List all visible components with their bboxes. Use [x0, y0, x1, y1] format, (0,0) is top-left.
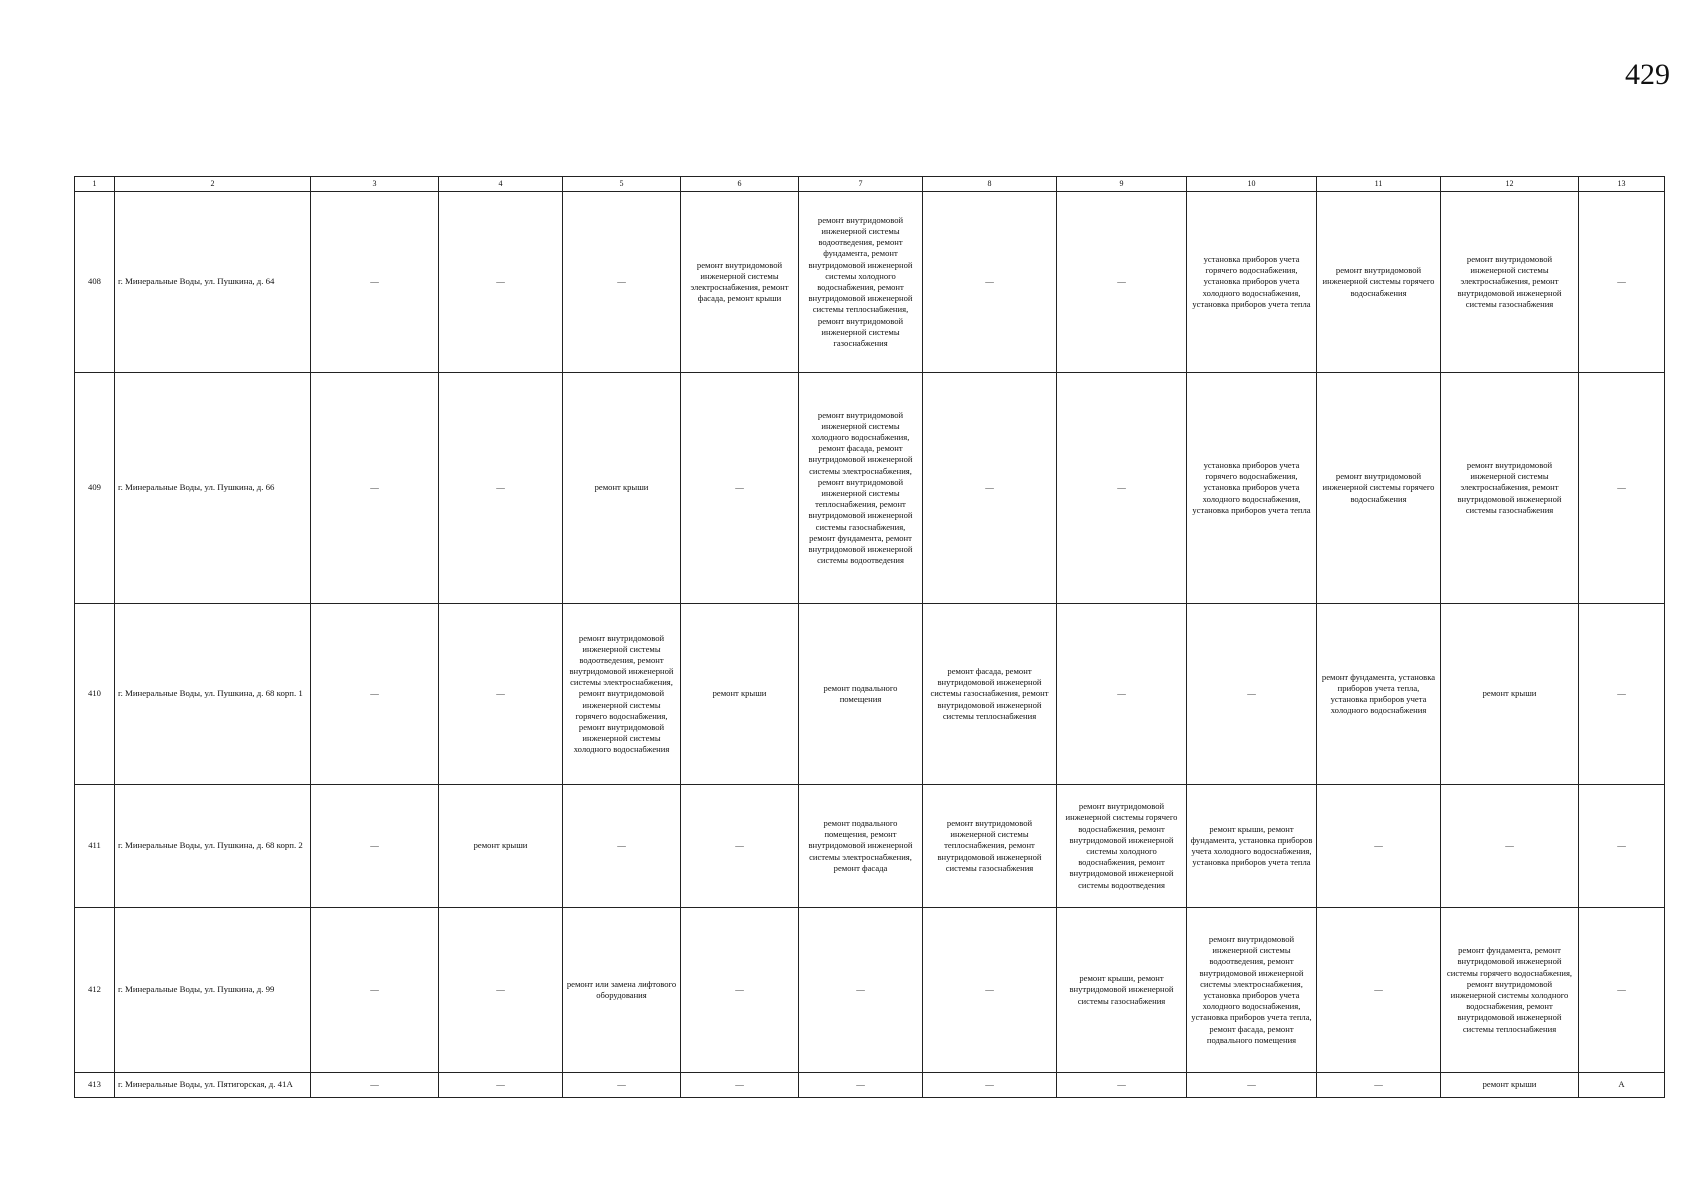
page-number: 429	[1625, 58, 1670, 91]
table-row	[75, 1073, 1665, 1098]
work-cell: ремонт внутридомовой инженерной системы горячего водоснабжения	[1317, 192, 1441, 373]
address-cell: г. Минеральные Воды, ул. Пушкина, д. 66	[115, 373, 311, 604]
work-cell: —	[1579, 604, 1665, 785]
work-cell: —	[311, 192, 439, 373]
work-cell: —	[923, 908, 1057, 1073]
row-number-cell: 412	[75, 908, 115, 1073]
work-cell: —	[681, 908, 799, 1073]
header-cell: 10	[1187, 177, 1317, 192]
work-cell: —	[681, 373, 799, 604]
header-row	[75, 177, 1665, 192]
row-number-cell: 408	[75, 192, 115, 373]
work-cell: —	[1579, 908, 1665, 1073]
work-cell: ремонт внутридомовой инженерной системы горячего водоснабжения	[1317, 373, 1441, 604]
header-cell: 4	[439, 177, 563, 192]
address-cell: г. Минеральные Воды, ул. Пушкина, д. 68 корп. 2	[115, 785, 311, 908]
table-row	[75, 908, 1665, 1073]
work-cell: ремонт внутридомовой инженерной системы теплоснабжения, ремонт внутридомовой инженерной системы газоснабжения	[923, 785, 1057, 908]
work-cell: —	[563, 192, 681, 373]
header-cell: 11	[1317, 177, 1441, 192]
work-cell: —	[1057, 1073, 1187, 1098]
work-cell: —	[1579, 373, 1665, 604]
address-cell: г. Минеральные Воды, ул. Пушкина, д. 68 корп. 1	[115, 604, 311, 785]
work-cell: ремонт внутридомовой инженерной системы водоотведения, ремонт фундамента, ремонт внутридомовой инженерной системы холодного водоснабжения, ремонт внутридомовой инженерной системы теплоснабжения, ремонт внутридомовой инженерной системы газоснабжения	[799, 192, 923, 373]
work-cell: ремонт крыши	[1441, 604, 1579, 785]
row-number-cell: 410	[75, 604, 115, 785]
work-cell: —	[1317, 1073, 1441, 1098]
work-cell: —	[311, 373, 439, 604]
work-cell: ремонт подвального помещения, ремонт внутридомовой инженерной системы электроснабжения, ремонт фасада	[799, 785, 923, 908]
table-row	[75, 604, 1665, 785]
header-cell: 9	[1057, 177, 1187, 192]
work-cell: —	[1579, 785, 1665, 908]
work-cell: А	[1579, 1073, 1665, 1098]
work-cell: —	[923, 192, 1057, 373]
work-cell: —	[681, 785, 799, 908]
work-cell: ремонт внутридомовой инженерной системы электроснабжения, ремонт фасада, ремонт крыши	[681, 192, 799, 373]
header-cell: 13	[1579, 177, 1665, 192]
work-cell: —	[439, 373, 563, 604]
work-cell: —	[1187, 604, 1317, 785]
header-cell: 12	[1441, 177, 1579, 192]
header-cell: 8	[923, 177, 1057, 192]
row-number-cell: 413	[75, 1073, 115, 1098]
work-cell: —	[1317, 908, 1441, 1073]
row-number-cell: 411	[75, 785, 115, 908]
work-cell: ремонт или замена лифтового оборудования	[563, 908, 681, 1073]
work-cell: —	[1317, 785, 1441, 908]
work-cell: ремонт внутридомовой инженерной системы электроснабжения, ремонт внутридомовой инженерной системы газоснабжения	[1441, 192, 1579, 373]
table-row	[75, 192, 1665, 373]
work-cell: установка приборов учета горячего водоснабжения, установка приборов учета холодного водоснабжения, установка приборов учета тепла	[1187, 373, 1317, 604]
work-cell: ремонт внутридомовой инженерной системы электроснабжения, ремонт внутридомовой инженерной системы газоснабжения	[1441, 373, 1579, 604]
table-row	[75, 373, 1665, 604]
work-cell: ремонт фасада, ремонт внутридомовой инженерной системы газоснабжения, ремонт внутридомовой инженерной системы теплоснабжения	[923, 604, 1057, 785]
work-cell: ремонт подвального помещения	[799, 604, 923, 785]
work-cell: —	[923, 373, 1057, 604]
work-cell: —	[1441, 785, 1579, 908]
work-cell: ремонт внутридомовой инженерной системы горячего водоснабжения, ремонт внутридомовой инженерной системы холодного водоснабжения, ремонт внутридомовой инженерной системы водоотведения	[1057, 785, 1187, 908]
table-row	[75, 785, 1665, 908]
work-cell: —	[799, 908, 923, 1073]
work-cell: ремонт крыши	[439, 785, 563, 908]
work-cell: ремонт крыши	[563, 373, 681, 604]
work-cell: —	[311, 1073, 439, 1098]
work-cell: ремонт крыши	[681, 604, 799, 785]
work-cell: —	[1579, 192, 1665, 373]
header-cell: 1	[75, 177, 115, 192]
work-cell: —	[439, 192, 563, 373]
address-cell: г. Минеральные Воды, ул. Пушкина, д. 99	[115, 908, 311, 1073]
header-cell: 5	[563, 177, 681, 192]
work-cell: —	[311, 785, 439, 908]
row-number-cell: 409	[75, 373, 115, 604]
work-cell: установка приборов учета горячего водоснабжения, установка приборов учета холодного водоснабжения, установка приборов учета тепла	[1187, 192, 1317, 373]
header-cell: 7	[799, 177, 923, 192]
work-cell: —	[1057, 604, 1187, 785]
work-cell: ремонт внутридомовой инженерной системы холодного водоснабжения, ремонт фасада, ремонт внутридомовой инженерной системы электроснабжения, ремонт внутридомовой инженерной системы теплоснабжения, ремонт внутридомовой инженерной системы газоснабжения, ремонт фундамента, ремонт внутридомовой инженерной системы водоотведения	[799, 373, 923, 604]
work-cell: —	[1057, 192, 1187, 373]
work-cell: ремонт внутридомовой инженерной системы водоотведения, ремонт внутридомовой инженерной системы электроснабжения, установка приборов учета холодного водоснабжения, установка приборов учета тепла, ремонт фасада, ремонт подвального помещения	[1187, 908, 1317, 1073]
header-cell: 6	[681, 177, 799, 192]
header-cell: 3	[311, 177, 439, 192]
work-cell: ремонт крыши, ремонт внутридомовой инженерной системы газоснабжения	[1057, 908, 1187, 1073]
work-cell: —	[311, 604, 439, 785]
header-cell: 2	[115, 177, 311, 192]
work-cell: —	[563, 1073, 681, 1098]
work-cell: —	[681, 1073, 799, 1098]
work-cell: —	[1187, 1073, 1317, 1098]
work-cell: ремонт крыши	[1441, 1073, 1579, 1098]
capital-repair-table	[74, 176, 1665, 1098]
work-cell: ремонт крыши, ремонт фундамента, установка приборов учета холодного водоснабжения, установка приборов учета тепла	[1187, 785, 1317, 908]
work-cell: —	[311, 908, 439, 1073]
work-cell: —	[923, 1073, 1057, 1098]
work-cell: —	[1057, 373, 1187, 604]
work-cell: —	[439, 604, 563, 785]
work-cell: —	[563, 785, 681, 908]
work-cell: ремонт внутридомовой инженерной системы водоотведения, ремонт внутридомовой инженерной системы электроснабжения, ремонт внутридомовой инженерной системы горячего водоснабжения, ремонт внутридомовой инженерной системы холодного водоснабжения	[563, 604, 681, 785]
address-cell: г. Минеральные Воды, ул. Пятигорская, д. 41А	[115, 1073, 311, 1098]
work-cell: —	[799, 1073, 923, 1098]
work-cell: —	[439, 1073, 563, 1098]
address-cell: г. Минеральные Воды, ул. Пушкина, д. 64	[115, 192, 311, 373]
work-cell: ремонт фундамента, ремонт внутридомовой инженерной системы горячего водоснабжения, ремонт внутридомовой инженерной системы холодного водоснабжения, ремонт внутридомовой инженерной системы теплоснабжения	[1441, 908, 1579, 1073]
work-cell: —	[439, 908, 563, 1073]
work-cell: ремонт фундамента, установка приборов учета тепла, установка приборов учета холодного водоснабжения	[1317, 604, 1441, 785]
